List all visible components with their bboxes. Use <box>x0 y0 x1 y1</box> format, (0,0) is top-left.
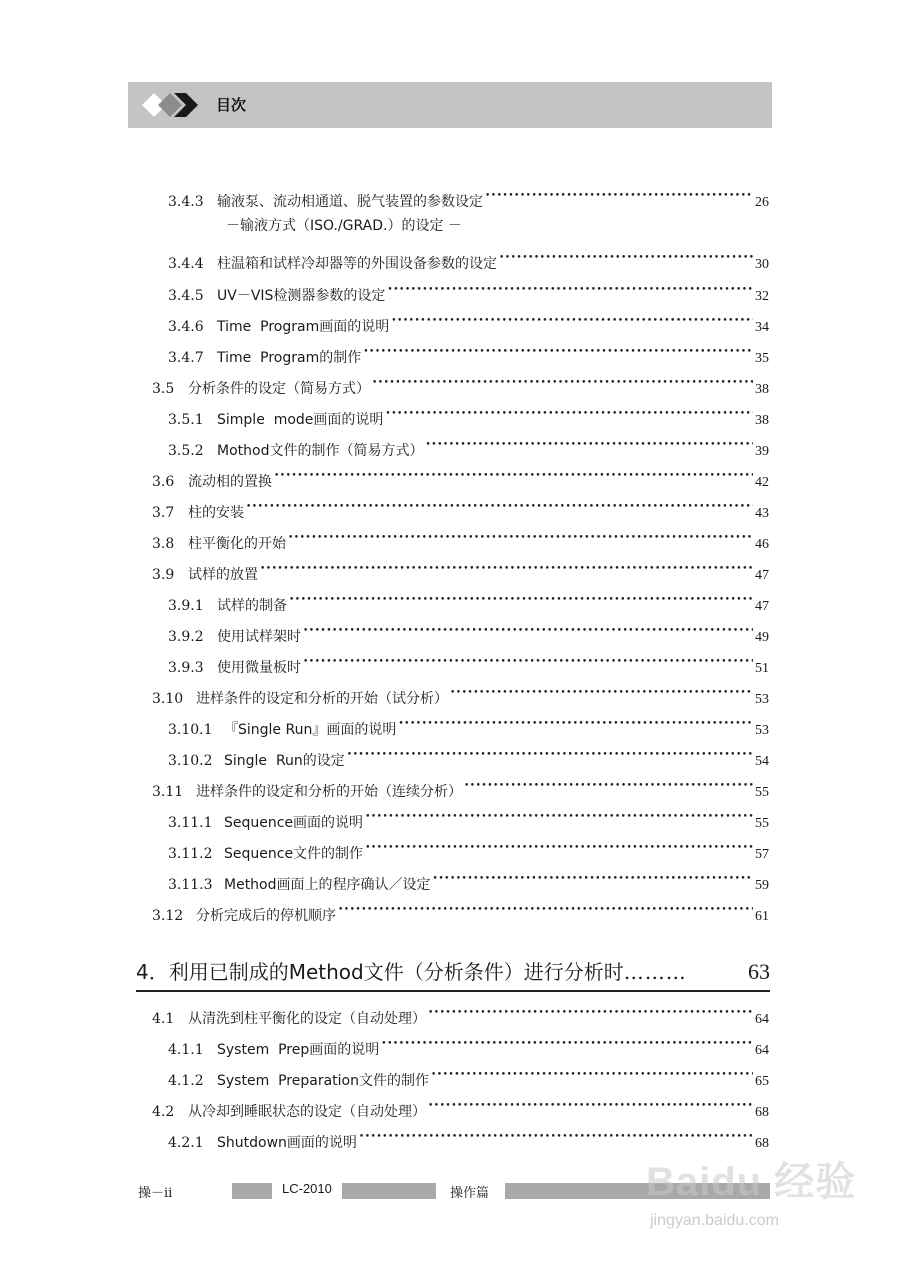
toc-entry[interactable] <box>168 311 769 335</box>
toc-subline: －输液方式（ISO./GRAD.）的设定 － <box>226 218 462 234</box>
toc-entry-number: 3.10.2 <box>168 753 213 769</box>
toc-entry-number: 3.6 <box>152 474 175 490</box>
toc-entry-page: 55 <box>755 785 769 800</box>
toc-entry-leader <box>288 528 753 548</box>
toc-entry-number: 3.5.1 <box>168 412 204 428</box>
toc-entry-title: 试样的放置 <box>188 567 258 583</box>
toc-entry-title: 进样条件的设定和分析的开始（连续分析） <box>196 784 462 800</box>
toc-entry-title: 从冷却到睡眠状态的设定（自动处理） <box>188 1104 426 1120</box>
toc-entry-leader <box>372 373 753 393</box>
toc-entry-leader <box>431 1065 753 1085</box>
toc-entry[interactable] <box>168 745 769 769</box>
toc-entry-leader <box>499 248 753 268</box>
toc-entry-number: 3.9.2 <box>168 629 204 645</box>
toc-entry-title: Single Run的设定 <box>224 753 345 769</box>
toc-entry-title: Sequence画面的说明 <box>224 815 364 831</box>
toc-entry-number: 3.10.1 <box>168 722 213 738</box>
toc-entry-title: 分析完成后的停机顺序 <box>196 908 336 924</box>
toc-entry-page: 53 <box>755 723 769 738</box>
chapter-4-heading[interactable] <box>136 956 770 992</box>
toc-entry-title: 进样条件的设定和分析的开始（试分析） <box>196 691 448 707</box>
toc-entry-page: 34 <box>755 320 769 335</box>
toc-entry-number: 3.4.7 <box>168 350 204 366</box>
toc-entry-page: 64 <box>755 1043 769 1058</box>
toc-entry[interactable] <box>168 869 769 893</box>
toc-entry-title: 使用试样架时 <box>217 629 301 645</box>
toc-entry-page: 53 <box>755 692 769 707</box>
toc-entry-leader <box>289 590 753 610</box>
toc-entry-page: 39 <box>755 444 769 459</box>
toc-entry[interactable] <box>168 1127 769 1151</box>
toc-entry-title: 使用微量板时 <box>217 660 301 676</box>
toc-entry-page: 64 <box>755 1012 769 1027</box>
toc-entry[interactable] <box>168 590 769 614</box>
toc-entry[interactable] <box>168 714 769 738</box>
toc-entry-page: 32 <box>755 289 769 304</box>
toc-entry[interactable] <box>168 186 769 210</box>
baidu-watermark-url: jingyan.baidu.com <box>650 1212 779 1229</box>
toc-entry-leader <box>464 776 753 796</box>
toc-entry-page: 26 <box>755 195 769 210</box>
toc-entry[interactable] <box>168 342 769 366</box>
footer-model: LC-2010 <box>282 1181 332 1196</box>
toc-entry-leader <box>260 559 753 579</box>
toc-entry-number: 4.2.1 <box>168 1135 204 1151</box>
toc-entry-title: Method画面上的程序确认／设定 <box>224 877 431 893</box>
toc-entry-page: 47 <box>755 599 769 614</box>
toc-entry-number: 4.1.1 <box>168 1042 204 1058</box>
toc-entry[interactable] <box>152 776 769 800</box>
toc-entry[interactable] <box>168 652 769 676</box>
toc-entry-title: 从清洗到柱平衡化的设定（自动处理） <box>188 1011 426 1027</box>
toc-entry-title: Time Program的制作 <box>217 350 362 366</box>
toc-entry-title: Mothod文件的制作（简易方式） <box>217 443 424 459</box>
toc-entry-title: Shutdown画面的说明 <box>217 1135 357 1151</box>
toc-entry-page: 30 <box>755 257 769 272</box>
toc-entry-page: 38 <box>755 413 769 428</box>
toc-entry[interactable] <box>168 435 769 459</box>
toc-entry[interactable] <box>168 1065 769 1089</box>
toc-entry-leader <box>274 466 753 486</box>
toc-entry-leader <box>381 1034 753 1054</box>
toc-entry-leader <box>385 404 753 424</box>
toc-entry-title: System Preparation文件的制作 <box>217 1073 429 1089</box>
toc-entry-page: 68 <box>755 1136 769 1151</box>
toc-entry[interactable] <box>152 466 769 490</box>
toc-entry[interactable] <box>152 1096 769 1120</box>
toc-entry-page: 49 <box>755 630 769 645</box>
toc-entry-page: 54 <box>755 754 769 769</box>
footer-part: 操作篇 <box>450 1186 490 1201</box>
toc-entry-title: 输液泵、流动相通道、脱气装置的参数设定 <box>217 194 483 210</box>
footer-bar-1 <box>232 1183 272 1199</box>
toc-entry-leader <box>485 186 753 206</box>
toc-entry-title: Sequence文件的制作 <box>224 846 364 862</box>
toc-entry-page: 43 <box>755 506 769 521</box>
footer-bar-2 <box>342 1183 436 1199</box>
toc-entry-number: 3.5 <box>152 381 175 397</box>
toc-entry-leader <box>246 497 753 517</box>
toc-entry-title: 分析条件的设定（简易方式） <box>188 381 370 397</box>
toc-entry-leader <box>398 714 753 734</box>
toc-entry-page: 61 <box>755 909 769 924</box>
toc-entry-number: 3.5.2 <box>168 443 204 459</box>
toc-entry-page: 57 <box>755 847 769 862</box>
toc-entry-page: 51 <box>755 661 769 676</box>
baidu-watermark-logo: Baidu 经验 <box>646 1160 857 1204</box>
toc-entry[interactable] <box>152 373 769 397</box>
toc-entry[interactable] <box>168 807 769 831</box>
toc-entry-page: 65 <box>755 1074 769 1089</box>
toc-entry-title: 『Single Run』画面的说明 <box>224 722 397 738</box>
toc-entry-number: 3.4.5 <box>168 288 204 304</box>
toc-entry-number: 4.1 <box>152 1011 175 1027</box>
toc-entry-number: 3.9.1 <box>168 598 204 614</box>
toc-entry-leader <box>433 869 753 889</box>
toc-entry-title: Simple mode画面的说明 <box>217 412 384 428</box>
toc-entry-page: 68 <box>755 1105 769 1120</box>
toc-entry[interactable] <box>152 528 769 552</box>
toc-entry-leader <box>450 683 753 703</box>
toc-entry-page: 47 <box>755 568 769 583</box>
toc-entry-number: 3.11 <box>152 784 184 800</box>
toc-entry-page: 38 <box>755 382 769 397</box>
toc-entry-number: 3.11.1 <box>168 815 213 831</box>
toc-entry-leader <box>359 1127 753 1147</box>
toc-entry[interactable] <box>152 1003 769 1027</box>
toc-entry[interactable] <box>168 621 769 645</box>
toc-entry-number: 4.2 <box>152 1104 175 1120</box>
toc-entry-leader <box>365 838 753 858</box>
toc-entry-number: 3.12 <box>152 908 184 924</box>
toc-entry-page: 59 <box>755 878 769 893</box>
toc-entry-number: 4.1.2 <box>168 1073 204 1089</box>
toc-entry-title: 柱的安装 <box>188 505 244 521</box>
toc-entry-leader <box>428 1003 753 1023</box>
header-bar <box>128 82 772 128</box>
toc-entry[interactable] <box>168 1034 769 1058</box>
toc-entry-title: 柱温箱和试样冷却器等的外围设备参数的设定 <box>217 256 497 272</box>
toc-entry-leader <box>425 435 753 455</box>
toc-entry[interactable] <box>168 838 769 862</box>
toc-entry-number: 3.11.2 <box>168 846 213 862</box>
toc-entry[interactable] <box>152 559 769 583</box>
toc-entry-number: 3.4.3 <box>168 194 204 210</box>
toc-entry[interactable] <box>152 900 769 924</box>
toc-entry-title: 试样的制备 <box>217 598 287 614</box>
toc-entry-title: 柱平衡化的开始 <box>188 536 286 552</box>
toc-entry-page: 55 <box>755 816 769 831</box>
toc-entry-leader <box>391 311 753 331</box>
toc-entry-number: 3.9.3 <box>168 660 204 676</box>
chapter-4-leader: ……… <box>623 960 687 984</box>
toc-entry-title: 流动相的置换 <box>188 474 272 490</box>
diamond-logo-icon <box>140 91 200 119</box>
toc-entry-title: System Prep画面的说明 <box>217 1042 380 1058</box>
toc-entry-leader <box>387 280 753 300</box>
toc-entry-leader <box>347 745 753 765</box>
toc-entry-title: UV－VIS检测器参数的设定 <box>217 288 386 304</box>
toc-entry-number: 3.10 <box>152 691 184 707</box>
toc-entry[interactable] <box>152 683 769 707</box>
toc-entry-title: Time Program画面的说明 <box>217 319 390 335</box>
toc-entry-leader <box>303 652 753 672</box>
chapter-4-title: 4．利用已制成的Method文件（分析条件）进行分析时 <box>136 960 624 984</box>
toc-entry-number: 3.9 <box>152 567 175 583</box>
toc-entry-leader <box>363 342 753 362</box>
toc-entry[interactable] <box>168 404 769 428</box>
toc-entry-page: 42 <box>755 475 769 490</box>
toc-entry-number: 3.8 <box>152 536 175 552</box>
footer-page-label: 操－ii <box>138 1186 173 1201</box>
toc-entry[interactable] <box>152 497 769 521</box>
toc-entry-page: 46 <box>755 537 769 552</box>
toc-entry-leader <box>428 1096 753 1116</box>
chapter-4-page: 63 <box>748 959 770 984</box>
toc-entry-page: 35 <box>755 351 769 366</box>
toc-entry-number: 3.4.6 <box>168 319 204 335</box>
toc-entry-number: 3.4.4 <box>168 256 204 272</box>
toc-entry-number: 3.11.3 <box>168 877 213 893</box>
page-title: 目次 <box>216 96 247 114</box>
toc-entry-leader <box>338 900 753 920</box>
toc-entry[interactable] <box>168 280 769 304</box>
toc-entry[interactable] <box>168 248 769 272</box>
toc-entry-leader <box>365 807 753 827</box>
toc-entry-number: 3.7 <box>152 505 175 521</box>
toc-entry-leader <box>303 621 753 641</box>
